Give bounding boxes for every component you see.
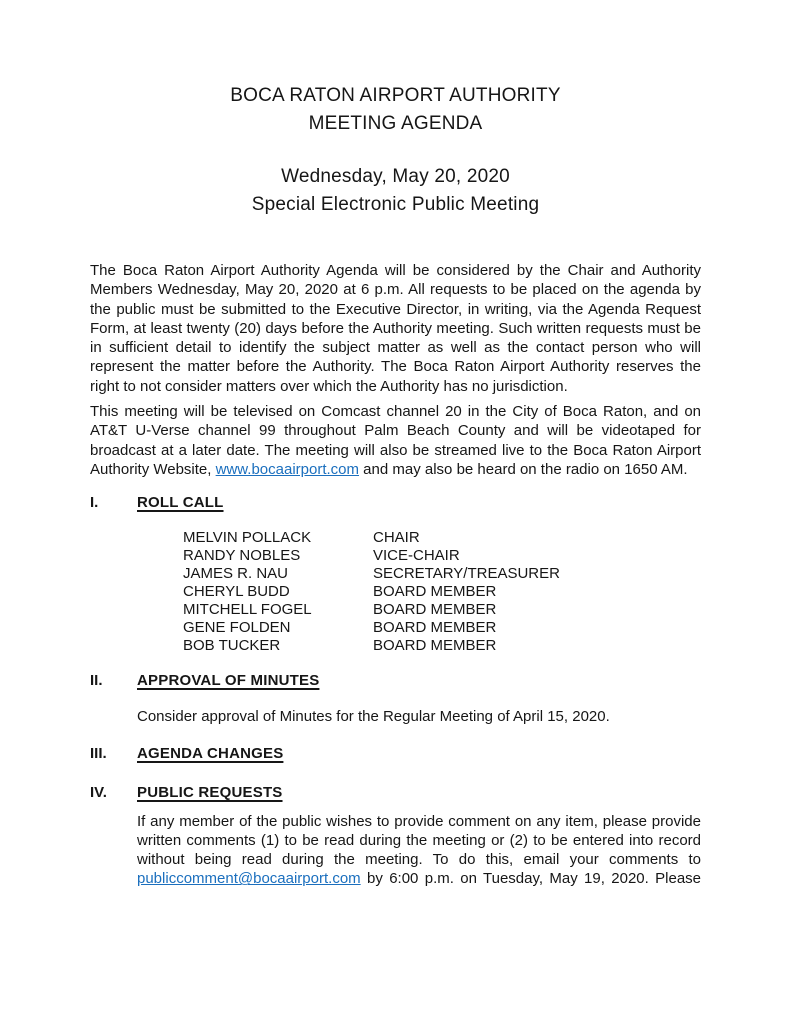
- roll-call-row: [183, 619, 701, 637]
- member-title: VICE-CHAIR: [373, 547, 460, 565]
- roll-call-row: [183, 583, 701, 601]
- section-heading-roll-call: ROLL CALL: [137, 494, 224, 512]
- section-numeral: III.: [90, 744, 107, 762]
- section-agenda-changes: [90, 744, 701, 764]
- roll-call-row: [183, 529, 701, 547]
- public-requests-text-after: by 6:00 p.m. on Tuesday, May 19, 2020. Please: [360, 870, 701, 888]
- airport-website-link[interactable]: www.bocaairport.com: [215, 460, 360, 478]
- document-title: [90, 82, 701, 138]
- member-name: MELVIN POLLACK: [183, 529, 312, 547]
- member-title: CHAIR: [373, 529, 420, 547]
- section-numeral: II.: [90, 672, 103, 690]
- member-title: BOARD MEMBER: [373, 619, 497, 637]
- member-name: BOB TUCKER: [183, 637, 281, 655]
- roll-call-row: [183, 565, 701, 583]
- member-title: BOARD MEMBER: [373, 583, 497, 601]
- section-numeral: I.: [90, 494, 99, 512]
- member-title: BOARD MEMBER: [373, 601, 497, 619]
- section-roll-call: [90, 493, 701, 513]
- meeting-date: Wednesday, May 20, 2020: [281, 166, 510, 187]
- meeting-type: Special Electronic Public Meeting: [251, 194, 540, 215]
- roll-call-list: [183, 529, 701, 655]
- section-heading-public-requests: PUBLIC REQUESTS: [137, 783, 283, 801]
- public-comment-email-link[interactable]: publiccomment@bocaairport.com: [137, 870, 361, 888]
- member-name: GENE FOLDEN: [183, 619, 291, 637]
- intro-paragraph: The Boca Raton Airport Authority Agenda will be considered by the Chair and Authority Members Wednesday, May 20, 2020 at 6 p.m. All requests to be placed on the agenda by the public must be submitted to the Executive Director, in writing, via the Agenda Request Form, at least twenty (20) days before the Authority meeting. Such written requests must be in sufficient detail to identify the subject matter as well as the contact person who will represent the matter before the Authority. The Boca Raton Airport Authority reserves the right to not consider matters over which the Authority has no jurisdiction.: [90, 262, 701, 395]
- section-heading-approval: APPROVAL OF MINUTES: [137, 672, 320, 690]
- broadcast-text-after: and may also be heard on the radio on 1650 AM.: [359, 460, 688, 478]
- public-requests-body: [137, 812, 701, 889]
- title-line-2: MEETING AGENDA: [308, 113, 483, 134]
- member-name: JAMES R. NAU: [183, 565, 289, 583]
- section-heading-agenda-changes: AGENDA CHANGES: [137, 744, 284, 762]
- section-public-requests: [90, 783, 701, 803]
- roll-call-row: [183, 547, 701, 565]
- public-requests-text-before: If any member of the public wishes to provide comment on any item, please provide written comments (1) to be read during the meeting or (2) to be entered into record without being read during the meeting. To do this, email your comments to: [137, 812, 701, 869]
- member-title: BOARD MEMBER: [373, 637, 497, 655]
- roll-call-row: [183, 637, 701, 655]
- meeting-date-block: [90, 163, 701, 219]
- broadcast-paragraph: [90, 402, 701, 479]
- section-numeral: IV.: [90, 783, 107, 801]
- section-approval-of-minutes: [90, 671, 701, 691]
- member-name: CHERYL BUDD: [183, 583, 290, 601]
- member-name: RANDY NOBLES: [183, 547, 301, 565]
- approval-body: Consider approval of Minutes for the Regular Meeting of April 15, 2020.: [137, 708, 610, 726]
- member-name: MITCHELL FOGEL: [183, 601, 312, 619]
- title-line-1: BOCA RATON AIRPORT AUTHORITY: [230, 85, 561, 106]
- roll-call-row: [183, 601, 701, 619]
- member-title: SECRETARY/TREASURER: [373, 565, 560, 583]
- broadcast-text-before: This meeting will be televised on Comcast channel 20 in the City of Boca Raton, and on AT&T U-Verse channel 99 throughout Palm Beach County and will be videotaped for broadcast at a later date. The meeting will also be streamed live to the Boca Raton Airport Authority Website,: [90, 403, 701, 478]
